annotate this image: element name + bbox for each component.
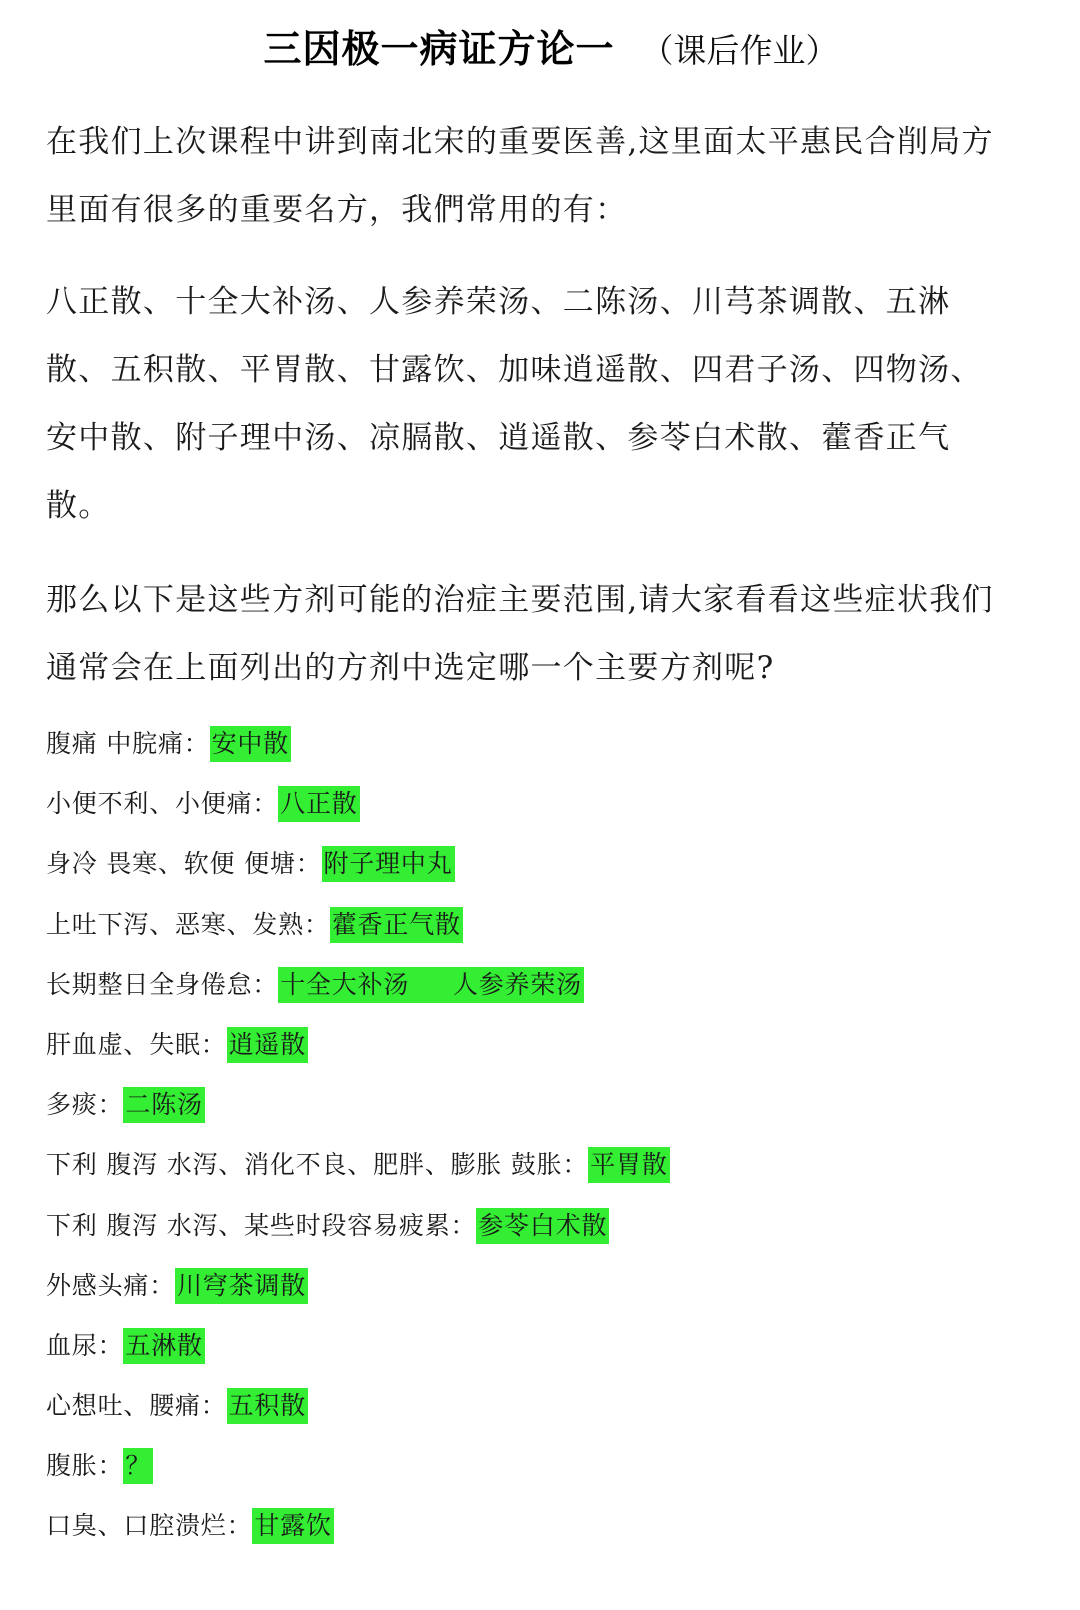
symptom-text: 口臭、口腔溃烂： (46, 1511, 253, 1541)
list-item (46, 776, 670, 836)
answer-highlight: 参苓白术散 (476, 1208, 609, 1244)
list-item (46, 1077, 670, 1137)
list-item (46, 1318, 670, 1378)
symptom-text: 身冷 畏寒、软便 便塘： (46, 849, 322, 879)
answer-highlight: 川穹茶调散 (175, 1268, 308, 1304)
answer-highlight: 安中散 (210, 726, 291, 762)
symptom-text: 下利 腹泻 水泻、某些时段容易疲累： (46, 1210, 477, 1240)
symptom-text: 血尿： (46, 1330, 124, 1360)
symptom-text: 多痰： (46, 1090, 124, 1120)
answer-highlight: 二陈汤 (123, 1087, 204, 1123)
symptom-text: 腹痛 中脘痛： (46, 729, 210, 758)
list-item (46, 1378, 670, 1438)
answer-highlight: ？ (123, 1448, 153, 1484)
list-item (46, 1438, 670, 1498)
formula-list-paragraph: 八正散、十全大补汤、人参养荣汤、二陈汤、川芎茶调散、五淋散、五积散、平胃散、甘露饮、加味逍遥散、四君子汤、四物汤、安中散、附子理中汤、凉膈散、逍遥散、参苓白术散、藿香正气散。 (46, 284, 983, 524)
list-item (46, 1198, 670, 1258)
symptom-text: 外感头痛： (46, 1270, 176, 1300)
answer-highlight: 五淋散 (123, 1328, 204, 1364)
list-item (46, 897, 670, 957)
list-item (46, 1498, 670, 1558)
list-item (46, 1258, 670, 1318)
answer-highlight: 甘露饮 (252, 1508, 333, 1544)
answer-highlight: 平胃散 (588, 1147, 669, 1183)
list-item (46, 1137, 670, 1197)
title-row (0, 18, 1080, 73)
answer-highlight: 藿香正气散 (330, 907, 463, 943)
list-item (46, 836, 670, 896)
symptom-text: 下利 腹泻 水泻、消化不良、肥胖、膨胀 鼓胀： (46, 1150, 589, 1180)
answer-highlight: 十全大补汤 人参养荣汤 (278, 967, 584, 1003)
page-title: 三因极一病证方论一 (263, 27, 615, 71)
answer-highlight: 八正散 (278, 786, 359, 822)
symptom-text: 肝血虚、失眠： (46, 1029, 227, 1059)
symptom-text: 上吐下泻、恶寒、发熟： (46, 909, 330, 939)
intro-paragraph: 在我们上次课程中讲到南北宋的重要医善,这里面太平惠民合削局方里面有很多的重要名方，我們常用的有： (46, 124, 994, 228)
answer-highlight: 附子理中丸 (322, 846, 455, 882)
symptom-text: 腹胀： (46, 1451, 124, 1481)
symptom-answer-list (46, 716, 670, 1559)
symptom-text: 小便不利、小便痛： (46, 789, 279, 819)
question-paragraph: 那么以下是这些方剂可能的治症主要范围,请大家看看这些症状我们通常会在上面列出的方剂中选定哪一个主要方剂呢? (46, 582, 994, 686)
list-item (46, 1017, 670, 1077)
page-subtitle: （课后作业） (640, 31, 839, 70)
list-item (46, 716, 670, 776)
symptom-text: 心想吐、腰痛： (46, 1391, 227, 1421)
answer-highlight: 逍遥散 (227, 1027, 308, 1063)
list-item (46, 957, 670, 1017)
answer-highlight: 五积散 (227, 1388, 308, 1424)
symptom-text: 长期整日全身倦怠： (46, 969, 279, 999)
